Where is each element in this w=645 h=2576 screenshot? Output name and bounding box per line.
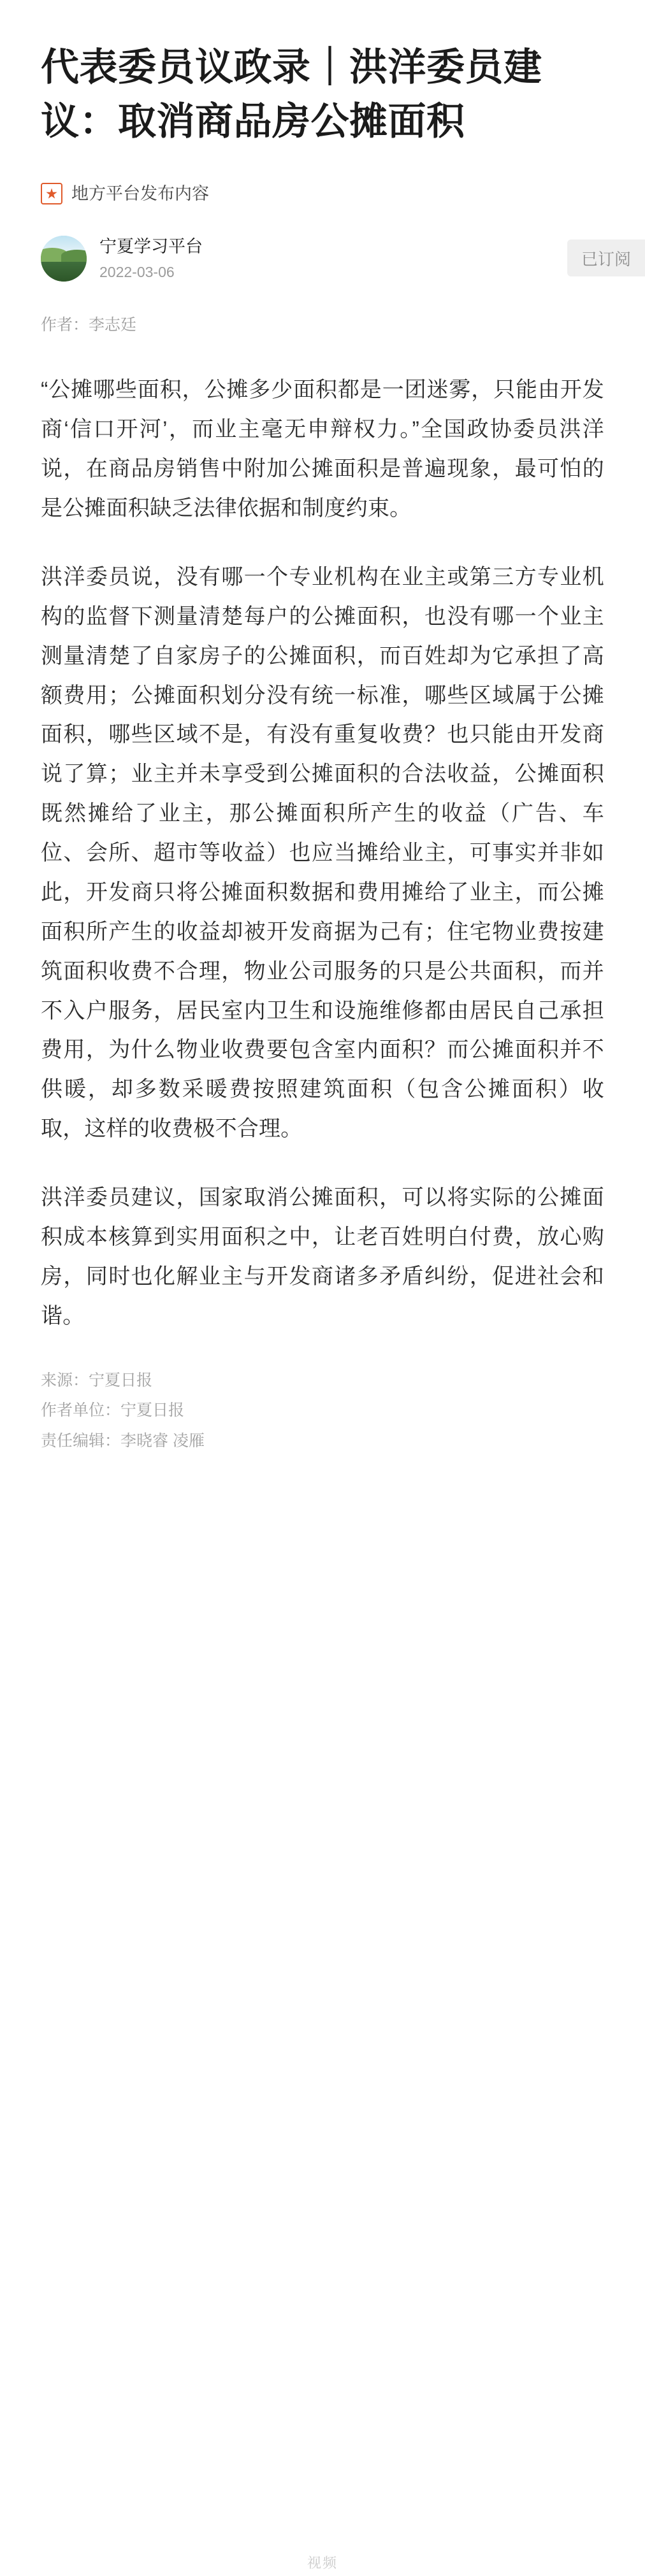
source-tag-label: 地方平台发布内容 — [71, 183, 209, 203]
article-body — [41, 371, 604, 1336]
avatar-hill-right — [61, 250, 87, 262]
footer-meta — [41, 1366, 604, 1457]
star-badge-icon — [41, 183, 62, 204]
footer-editor: 责任编辑：李晓睿 凌雁 — [41, 1431, 205, 1450]
article-paragraph: 洪洋委员说，没有哪一个专业机构在业主或第三方专业机构的监督下测量清楚每户的公摊面积，也没有哪一个业主测量清楚了自家房子的公摊面积，而百姓却为它承担了高额费用；公摊面积划分没有统一标准，哪些区域属于公摊面积，哪些区域不是，有没有重复收费？也只能由开发商说了算；业主并未享受到公摊面积的合法收益，公摊面积既然摊给了业主，那公摊面积所产生的收益（广告、车位、会所、超市等收益）也应当摊给业主，可事实并非如此，开发商只将公摊面积数据和费用摊给了业主，而公摊面积所产生的收益却被开发商据为己有；住宅物业费按建筑面积收费不合理，物业公司服务的只是公共面积，而并不入户服务，居民室内卫生和设施维修都由居民自己承担费用，为什么物业收费要包含室内面积？而公摊面积并不供暖，却多数采暖费按照建筑面积（包含公摊面积）收取，这样的收费极不合理。 — [41, 564, 604, 1141]
publisher-row — [41, 234, 631, 283]
publish-date: 2022-03-06 — [99, 263, 175, 280]
publisher-meta — [99, 236, 203, 282]
avatar-water — [41, 262, 87, 282]
article-paragraph: “公摊哪些面积，公摊多少面积都是一团迷雾，只能由开发商‘信口开河’，而业主毫无申辩权力。”全国政协委员洪洋说，在商品房销售中附加公摊面积是普遍现象，最可怕的是公摊面积缺乏法律依据和制度约束。 — [41, 378, 604, 520]
bottom-watermark: 视频 — [307, 2555, 338, 2571]
footer-author-unit: 作者单位：宁夏日报 — [41, 1401, 185, 1419]
author-line: 作者：李志廷 — [41, 316, 137, 334]
publisher-name[interactable]: 宁夏学习平台 — [99, 236, 203, 256]
footer-source: 来源：宁夏日报 — [41, 1371, 153, 1389]
source-tag-row — [41, 181, 604, 206]
article-paragraph: 洪洋委员建议，国家取消公摊面积，可以将实际的公摊面积成本核算到实用面积之中，让老百姓明白付费，放心购房，同时也化解业主与开发商诸多矛盾纠纷，促进社会和谐。 — [41, 1185, 604, 1328]
page-title: 代表委员议政录｜洪洋委员建议：取消商品房公摊面积 — [41, 47, 542, 143]
subscribe-button[interactable]: 已订阅 — [567, 240, 645, 276]
avatar — [41, 236, 87, 282]
